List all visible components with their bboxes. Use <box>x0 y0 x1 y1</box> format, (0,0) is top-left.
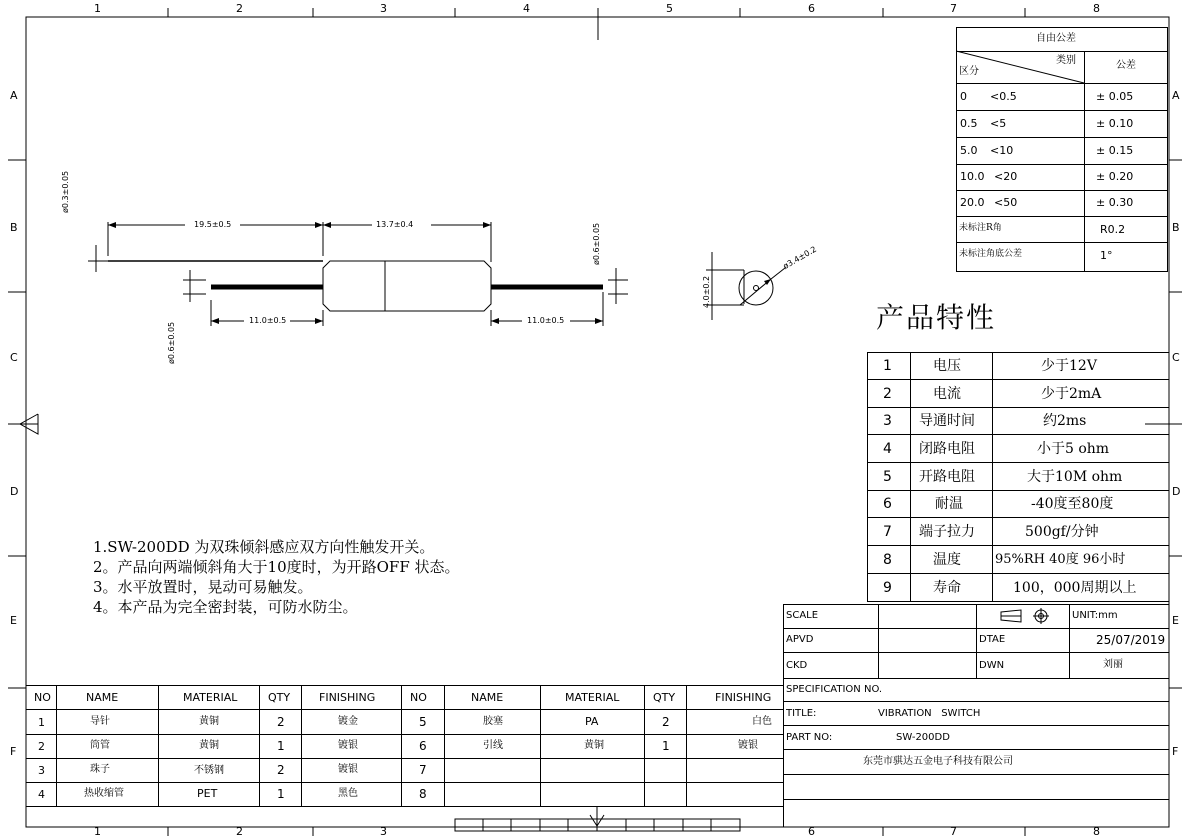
tol-row-1-a: 0 <box>960 90 967 103</box>
spec-row-5-value: 大于10M ohm <box>1027 469 1123 485</box>
spec-row-3-no: 3 <box>883 413 892 429</box>
tol-row-5-a: 20.0 <box>960 196 985 209</box>
dim-len-left: 19.5±0.5 <box>194 220 232 229</box>
bom-r4-no2: 8 <box>419 787 427 801</box>
spec-row-7-no: 7 <box>883 524 892 540</box>
dim-wire-len-left: 11.0±0.5 <box>249 316 287 325</box>
tol-row-4-a: 10.0 <box>960 170 985 183</box>
border-col-bottom-1: 1 <box>94 825 101 838</box>
dim-end-height: 4.0±0.2 <box>702 275 711 308</box>
bom-r4-material: PET <box>197 787 218 800</box>
spec-row-6-no: 6 <box>883 496 892 512</box>
spec-row-3-name: 导通时间 <box>919 413 975 429</box>
bom-r3-qty: 2 <box>277 763 285 777</box>
border-col-2: 2 <box>236 2 243 15</box>
tol-row-5-b: <50 <box>994 196 1018 209</box>
bom-header-no-1: NO <box>34 691 51 704</box>
bom-header-material-1: MATERIAL <box>183 691 238 704</box>
spec-row-8-no: 8 <box>883 552 892 568</box>
spec-row-2-no: 2 <box>883 386 892 402</box>
spec-row-8-name: 温度 <box>933 552 961 568</box>
bom-r1-no: 1 <box>38 716 45 729</box>
bom-r1-finishing: 镀金 <box>338 716 358 727</box>
bom-r3-material: 不锈钢 <box>194 765 224 776</box>
tol-row-3-a: 5.0 <box>960 144 978 157</box>
spec-row-9-name: 寿命 <box>933 580 961 596</box>
dim-wire-dia-left: ø0.6±0.05 <box>167 321 176 364</box>
note-1: 1.SW-200DD 为双珠倾斜感应双方向性触发开关。 <box>93 538 435 556</box>
part-drawing <box>0 0 960 360</box>
spec-row-9-no: 9 <box>883 580 892 596</box>
note-2: 2。产品向两端倾斜角大于10度时，为开路OFF 状态。 <box>93 558 460 576</box>
bom-r1-name2: 胶塞 <box>483 716 503 727</box>
bom-header-qty-2: QTY <box>653 691 676 704</box>
border-row-right-E: E <box>1172 614 1179 627</box>
notes <box>93 540 563 630</box>
spec-row-1-value: 少于12V <box>1041 358 1097 374</box>
bom-header-finishing-2: FINISHING <box>715 691 772 704</box>
bom-r4-no: 4 <box>38 788 45 801</box>
tolerance-header-tol: 公差 <box>1116 60 1136 71</box>
bom-r2-material2: 黄铜 <box>584 740 604 751</box>
bom-table <box>26 685 783 811</box>
bom-header-finishing-1: FINISHING <box>319 691 376 704</box>
tolerance-title: 自由公差 <box>1036 33 1076 44</box>
bom-r1-material: 黄铜 <box>199 716 219 727</box>
bom-header-name-2: NAME <box>471 691 504 704</box>
border-col-7: 7 <box>950 2 957 15</box>
bom-header-no-2: NO <box>410 691 427 704</box>
bom-r1-qty: 2 <box>277 715 285 729</box>
spec-row-6-name: 耐温 <box>935 496 963 512</box>
dim-wire-len-right: 11.0±0.5 <box>527 316 565 325</box>
border-col-4: 4 <box>523 2 530 15</box>
spec-row-4-name: 闭路电阻 <box>919 441 975 457</box>
bom-r3-name: 珠子 <box>90 764 110 775</box>
tol-r-label: 未标注R角 <box>959 223 1002 233</box>
bom-r4-qty: 1 <box>277 787 285 801</box>
border-col-bottom-3: 3 <box>380 825 387 838</box>
border-col-bottom-6: 6 <box>808 825 815 838</box>
tol-angle-value: 1° <box>1100 249 1113 262</box>
spec-row-3-value: 约2ms <box>1043 413 1087 429</box>
dim-len-body: 13.7±0.4 <box>376 220 414 229</box>
spec-row-5-name: 开路电阻 <box>919 469 975 485</box>
date-label: DTAE <box>979 634 1006 645</box>
spec-row-2-value: 少于2mA <box>1041 386 1102 402</box>
part-value: SW-200DD <box>896 732 950 743</box>
border-row-F: F <box>10 745 17 758</box>
bom-r2-qty2: 1 <box>662 739 670 753</box>
bom-r1-qty2: 2 <box>662 715 670 729</box>
bom-r2-material: 黄铜 <box>199 740 219 751</box>
bom-r4-name: 热收缩管 <box>84 788 124 799</box>
border-row-A: A <box>10 89 18 102</box>
border-row-right-D: D <box>1172 485 1181 498</box>
spec-row-7-name: 端子拉力 <box>919 524 975 540</box>
tol-row-2-b: <5 <box>990 117 1007 130</box>
bom-r2-finishing: 镀银 <box>338 740 358 751</box>
border-row-C: C <box>10 351 18 364</box>
unit-label: UNIT:mm <box>1072 610 1118 621</box>
spec-row-1-name: 电压 <box>933 358 961 374</box>
date-value: 25/07/2019 <box>1096 633 1166 647</box>
border-col-bottom-2: 2 <box>236 825 243 838</box>
border-col-1: 1 <box>94 2 101 15</box>
company-name: 东莞市骐达五金电子科技有限公司 <box>863 756 1013 767</box>
tol-row-3-tol: ± 0.15 <box>1096 144 1134 157</box>
spec-title: 产品特性 <box>876 301 997 334</box>
dim-lead-dia-right: ø0.6±0.05 <box>592 222 601 265</box>
spec-row-2-name: 电流 <box>933 386 961 402</box>
note-4: 4。本产品为完全密封装，可防水防尘。 <box>93 598 358 616</box>
bom-r3-no2: 7 <box>419 763 427 777</box>
border-row-right-C: C <box>1172 351 1180 364</box>
title-value: VIBRATION SWITCH <box>878 708 981 719</box>
dim-lead-dia-left: ø0.3±0.05 <box>61 170 70 213</box>
tolerance-header-region: 区分 <box>959 66 979 77</box>
spec-row-4-no: 4 <box>883 441 892 457</box>
note-3: 3。水平放置时，晃动可易触发。 <box>93 578 313 596</box>
bom-r3-finishing: 镀银 <box>338 764 358 775</box>
tol-row-4-tol: ± 0.20 <box>1096 170 1134 183</box>
tol-row-1-tol: ± 0.05 <box>1096 90 1134 103</box>
spec-row-4-value: 小于5 ohm <box>1037 441 1110 457</box>
dwn-value: 刘丽 <box>1103 659 1123 670</box>
projection-symbol <box>1001 608 1049 624</box>
border-row-E: E <box>10 614 17 627</box>
bom-r2-name: 筒管 <box>90 740 110 751</box>
bom-r2-name2: 引线 <box>483 740 503 751</box>
border-col-bottom-8: 8 <box>1093 825 1100 838</box>
spec-row-6-value: -40度至80度 <box>1031 496 1114 512</box>
bom-r2-finishing2: 镀银 <box>738 740 758 751</box>
bom-r2-qty: 1 <box>277 739 285 753</box>
border-row-right-F: F <box>1172 745 1179 758</box>
bom-r1-no2: 5 <box>419 715 427 729</box>
bom-header-material-2: MATERIAL <box>565 691 620 704</box>
border-row-D: D <box>10 485 19 498</box>
border-col-3: 3 <box>380 2 387 15</box>
bom-r1-finishing2: 白色 <box>752 716 772 727</box>
border-col-5: 5 <box>666 2 673 15</box>
bom-r1-name: 导针 <box>90 716 110 727</box>
bom-r1-material2: PA <box>585 715 599 728</box>
scale-label: SCALE <box>786 610 819 621</box>
tol-row-4-b: <20 <box>994 170 1018 183</box>
dwn-label: DWN <box>979 660 1005 671</box>
bom-r2-no2: 6 <box>419 739 427 753</box>
spec-row-9-value: 100，000周期以上 <box>1013 580 1137 596</box>
spec-row-8-value: 95%RH 40度 96小时 <box>995 552 1126 567</box>
bom-r2-no: 2 <box>38 740 45 753</box>
spec-row-5-no: 5 <box>883 469 892 485</box>
tol-row-1-b: <0.5 <box>990 90 1017 103</box>
part-label: PART NO: <box>786 732 833 743</box>
border-row-B: B <box>10 221 18 234</box>
spec-row-7-value: 500gf/分钟 <box>1025 524 1099 540</box>
tol-row-2-tol: ± 0.10 <box>1096 117 1134 130</box>
tol-angle-label: 未标注角底公差 <box>959 249 1023 259</box>
tolerance-header-type: 类别 <box>1056 55 1076 66</box>
title-label: TITLE: <box>786 708 817 719</box>
dim-end-dia: ø3.4±0.2 <box>781 244 819 271</box>
bom-r3-no: 3 <box>38 764 45 777</box>
bom-header-name-1: NAME <box>86 691 119 704</box>
apvd-label: APVD <box>786 634 814 645</box>
bom-header-qty-1: QTY <box>268 691 291 704</box>
border-col-8: 8 <box>1093 2 1100 15</box>
spec-table <box>867 352 1169 602</box>
border-col-6: 6 <box>808 2 815 15</box>
tol-row-2-a: 0.5 <box>960 117 978 130</box>
tolerance-table <box>956 27 1168 272</box>
border-row-right-B: B <box>1172 221 1180 234</box>
border-row-right-A: A <box>1172 89 1180 102</box>
border-col-bottom-7: 7 <box>950 825 957 838</box>
title-block <box>783 604 1169 827</box>
tol-r-value: R0.2 <box>1100 223 1126 236</box>
ckd-label: CKD <box>786 660 808 671</box>
tol-row-3-b: <10 <box>990 144 1014 157</box>
tol-row-5-tol: ± 0.30 <box>1096 196 1134 209</box>
spec-no-label: SPECIFICATION NO. <box>786 684 883 695</box>
bom-r4-finishing: 黑色 <box>338 788 358 799</box>
spec-row-1-no: 1 <box>883 358 892 374</box>
